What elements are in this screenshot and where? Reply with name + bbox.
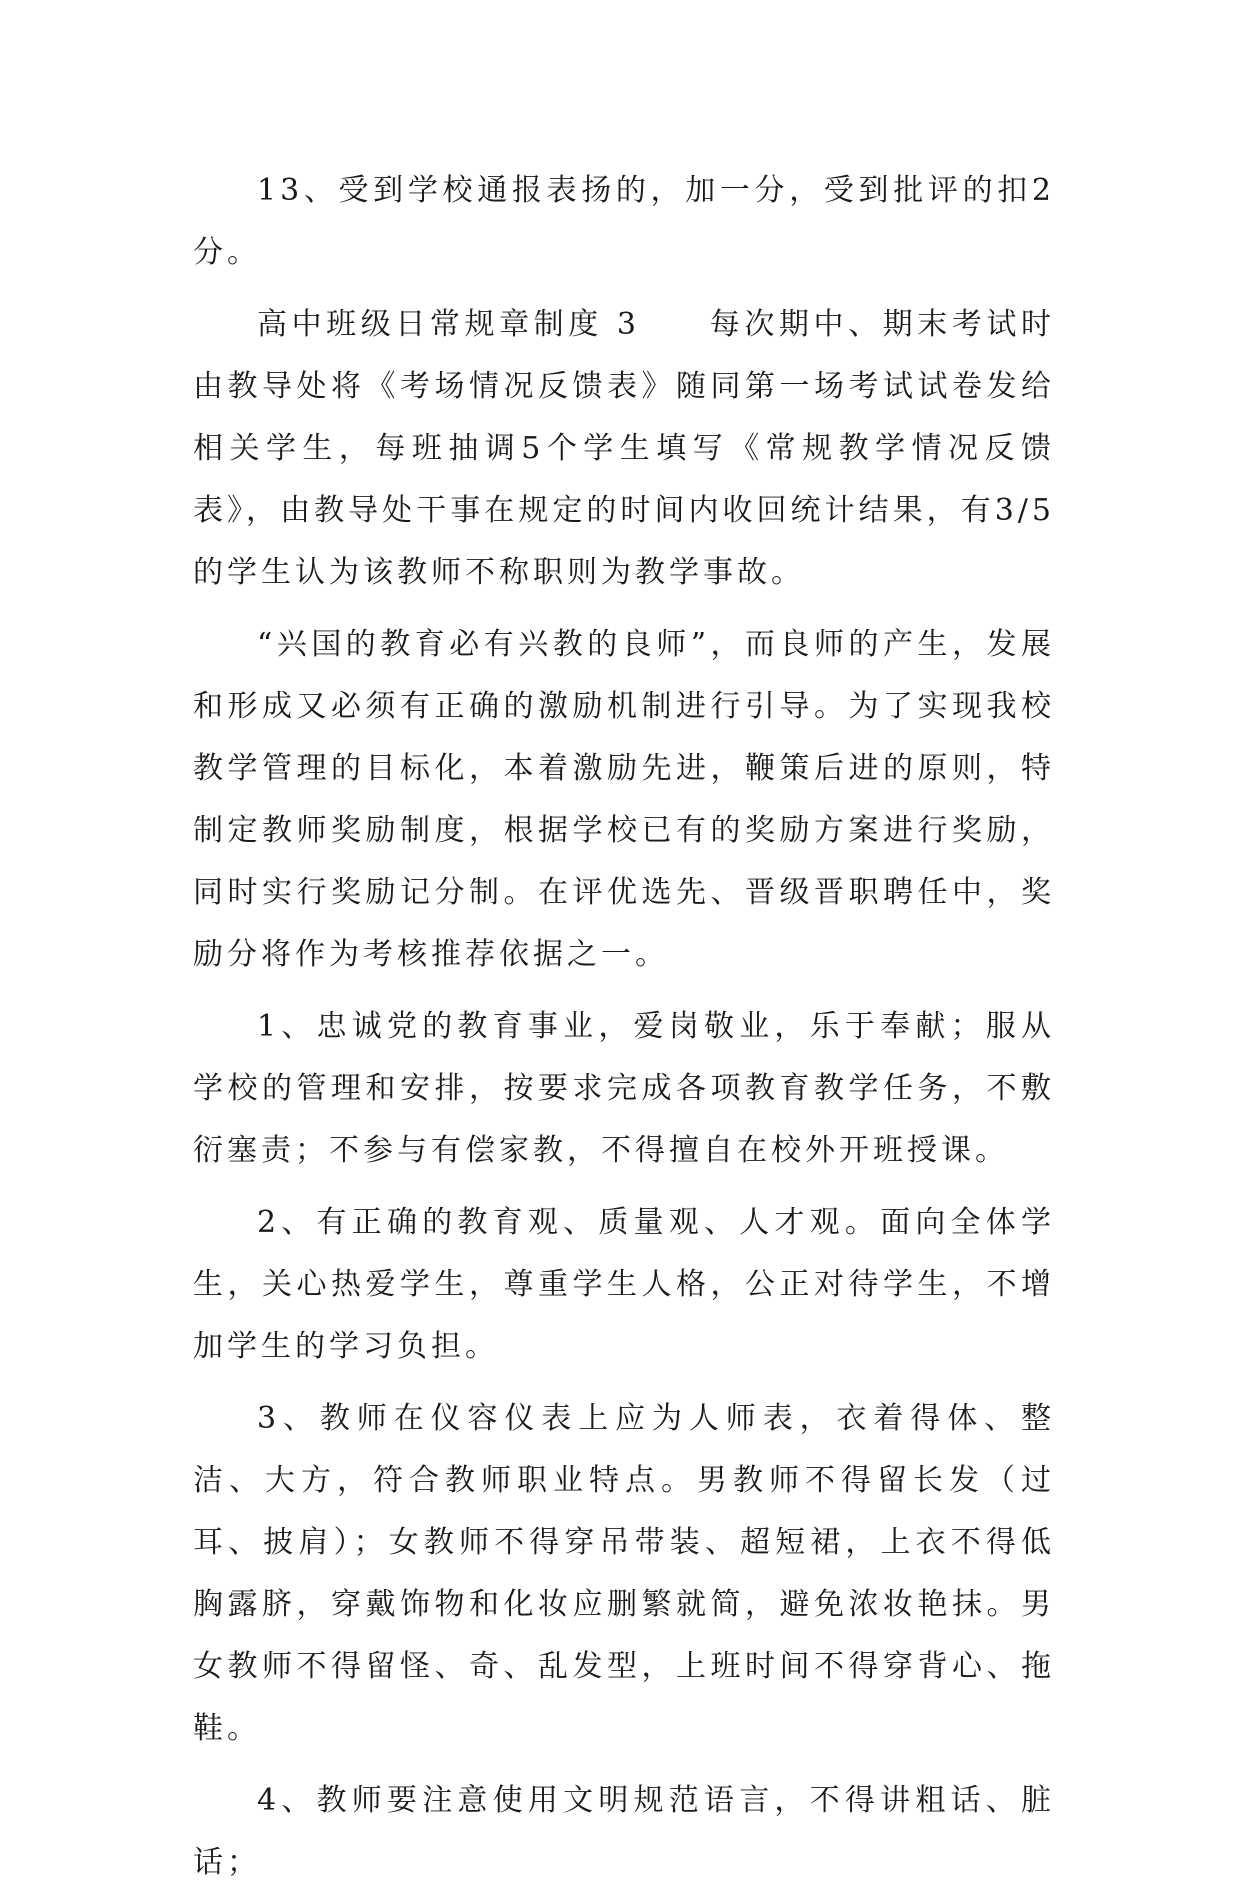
paragraph-exam-feedback: 高中班级日常规章制度 3 每次期中、期末考试时由教导处将《考场情况反馈表》随同第一场考试试卷发给相关学生，每班抽调5个学生填写《常规教学情况反馈表》，由教导处干事在规定的时间内收回统计结果，有3/5的学生认为该教师不称职则为教学事故。 bbox=[193, 307, 1055, 590]
paragraph-teacher-incentive: “兴国的教育必有兴教的良师”，而良师的产生，发展和形成又必须有正确的激励机制进行引导。为了实现我校教学管理的目标化，本着激励先进，鞭策后进的原则，特制定教师奖励制度，根据学校已有的奖励方案进行奖励，同时实行奖励记分制。在评优选先、晋级晋职聘任中，奖励分将作为考核推荐依据之一。 bbox=[193, 627, 1055, 972]
paragraph-rule-1: 1、忠诚党的教育事业，爱岗敬业，乐于奉献；服从学校的管理和安排，按要求完成各项教育教学任务，不敷衍塞责；不参与有偿家教，不得擅自在校外开班授课。 bbox=[193, 1009, 1055, 1168]
paragraph-rule-4: 4、教师要注意使用文明规范语言，不得讲粗话、脏话； bbox=[193, 1783, 1055, 1880]
paragraph-rule-2: 2、有正确的教育观、质量观、人才观。面向全体学生，关心热爱学生，尊重学生人格，公正对待学生，不增加学生的学习负担。 bbox=[193, 1205, 1055, 1364]
paragraph-rule-3: 3、教师在仪容仪表上应为人师表，衣着得体、整洁、大方，符合教师职业特点。男教师不得留长发（过耳、披肩）；女教师不得穿吊带装、超短裙，上衣不得低胸露脐，穿戴饰物和化妆应删繁就简，避免浓妆艳抹。男女教师不得留怪、奇、乱发型，上班时间不得穿背心、拖鞋。 bbox=[193, 1401, 1055, 1746]
document-body bbox=[193, 160, 1055, 1894]
paragraph-rule-13: 13、受到学校通报表扬的，加一分，受到批评的扣2分。 bbox=[193, 173, 1055, 270]
